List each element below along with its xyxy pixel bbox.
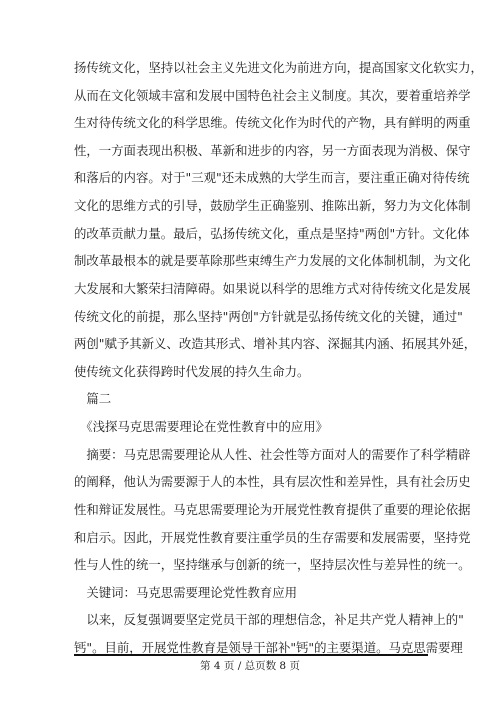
- text-line: 两创"赋予其新义、改造其形式、增补其内容、深掘其内涵、拓展其外延，: [74, 336, 477, 351]
- text-line: 扬传统文化，坚持以社会主义先进文化为前进方向，提高国家文化软实力，: [74, 60, 483, 75]
- text-line: 的改革贡献力量。最后，弘扬传统文化，重点是坚持"两创"方针。文化体: [74, 226, 470, 241]
- text-line: 钙"。目前，开展党性教育是领导干部补"钙"的主要渠道。马克思需要理: [74, 640, 463, 655]
- abstract-line: 的阐释，他认为需要源于人的本性，具有层次性和差异性，具有社会历史: [74, 474, 471, 489]
- abstract-line: 摘要：马克思需要理论从人性、社会性等方面对人的需要作了科学精辟: [74, 447, 471, 462]
- text-line: 和落后的内容。对于"三观"还未成熟的大学生而言，要注重正确对待传统: [74, 170, 470, 185]
- keywords-line: 关键词：马克思需要理论党性教育应用: [74, 585, 298, 600]
- page-footer: 第 4 页 / 总页数 8 页: [200, 660, 300, 672]
- article-title: 《浅探马克思需要理论在党性教育中的应用》: [74, 419, 329, 434]
- abstract-line: 和启示。因此，开展党性教育要注重学员的生存需要和发展需要，坚持党: [74, 530, 471, 545]
- text-line: 从而在文化领域丰富和发展中国特色社会主义制度。其次，要着重培养学: [74, 88, 471, 103]
- text-line: 文化的思维方式的引导，鼓励学生正确鉴别、推陈出新，努力为文化体制: [74, 198, 471, 213]
- text-line: 以来，反复强调要坚定党员干部的理想信念，补足共产党人精神上的": [74, 612, 464, 627]
- section-heading: 篇二: [74, 391, 112, 406]
- text-line: 性，一方面表现出积极、革新和进步的内容，另一方面表现为消极、保守: [74, 143, 471, 158]
- text-line: 使传统文化获得跨时代发展的持久生命力。: [74, 364, 310, 379]
- abstract-line: 性和辩证发展性。马克思需要理论为开展党性教育提供了重要的理论依据: [74, 502, 471, 517]
- text-line: 生对待传统文化的科学思维。传统文化作为时代的产物，具有鲜明的两重: [74, 115, 471, 130]
- text-line: 大发展和大繁荣扫清障碍。如果说以科学的思维方式对待传统文化是发展: [74, 281, 471, 296]
- footer-divider: [74, 654, 428, 656]
- text-line: 制改革最根本的就是要革除那些束缚生产力发展的文化体制机制，为文化: [74, 253, 471, 268]
- abstract-line: 性与人性的统一，坚持继承与创新的统一，坚持层次性与差异性的统一。: [74, 557, 471, 572]
- text-line: 传统文化的前提，那么坚持"两创"方针就是弘扬传统文化的关键，通过": [74, 309, 463, 324]
